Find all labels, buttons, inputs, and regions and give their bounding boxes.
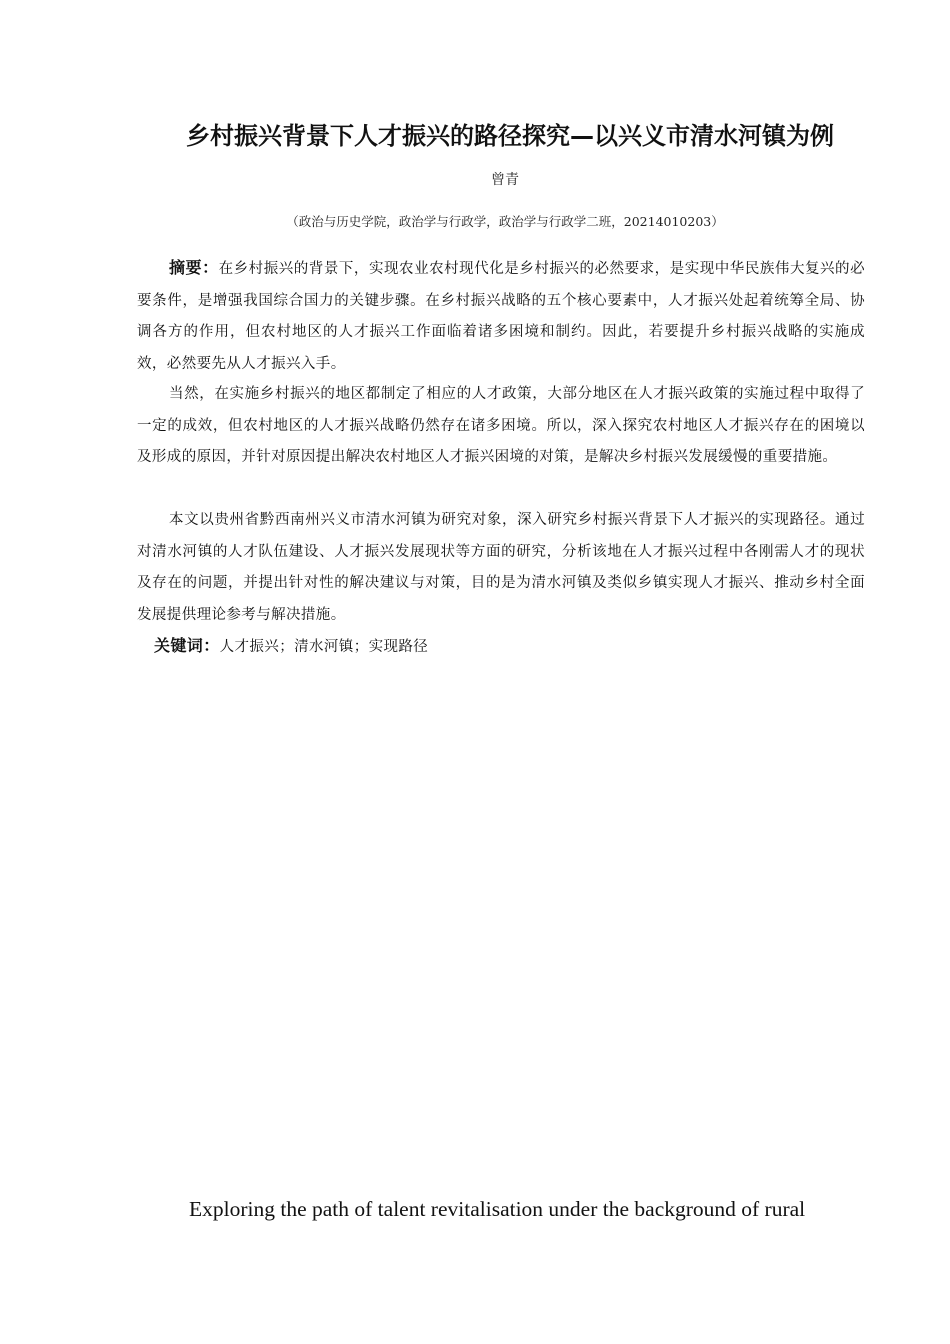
keywords-line	[154, 633, 428, 656]
author-affiliation: （政治与历史学院，政治学与行政学，政治学与行政学二班，20214010203）	[286, 214, 724, 229]
keywords-text: 人才振兴；清水河镇；实现路径	[219, 639, 429, 655]
author-name: 曾青	[491, 172, 519, 188]
body-paragraph-1: 当然，在实施乡村振兴的地区都制定了相应的人才政策，大部分地区在人才振兴政策的实施过程中取得了一定的成效，但农村地区的人才振兴战略仍然存在诸多困境。所以，深入探究农村地区人才振兴存在的困境以及形成的原因，并针对原因提出解决农村地区人才振兴困境的对策，是解决乡村振兴发展缓慢的重要措施。	[137, 386, 865, 465]
body-paragraph-2: 本文以贵州省黔西南州兴义市清水河镇为研究对象，深入研究乡村振兴背景下人才振兴的实现路径。通过对清水河镇的人才队伍建设、人才振兴发展现状等方面的研究，分析该地在人才振兴过程中各刚需人才的现状及存在的问题，并提出针对性的解决建议与对策，目的是为清水河镇及类似乡镇实现人才振兴、推动乡村全面发展提供理论参考与解决措施。	[137, 512, 865, 623]
english-title: Exploring the path of talent revitalisation under the background of rural	[189, 1197, 806, 1221]
document-title: 乡村振兴背景下人才振兴的路径探究—以兴义市清水河镇为例	[186, 122, 834, 150]
abstract-label: 摘要：	[169, 258, 219, 277]
keywords-label: 关键词：	[154, 636, 220, 655]
abstract-text: 在乡村振兴的背景下，实现农业农村现代化是乡村振兴的必然要求，是实现中华民族伟大复兴的必要条件，是增强我国综合国力的关键步骤。在乡村振兴战略的五个核心要素中，人才振兴处起着统筹全局、协调各方的作用，但农村地区的人才振兴工作面临着诸多困境和制约。因此，若要提升乡村振兴战略的实施成效，必然要先从人才振兴入手。	[137, 261, 865, 372]
abstract-paragraph	[137, 252, 865, 380]
